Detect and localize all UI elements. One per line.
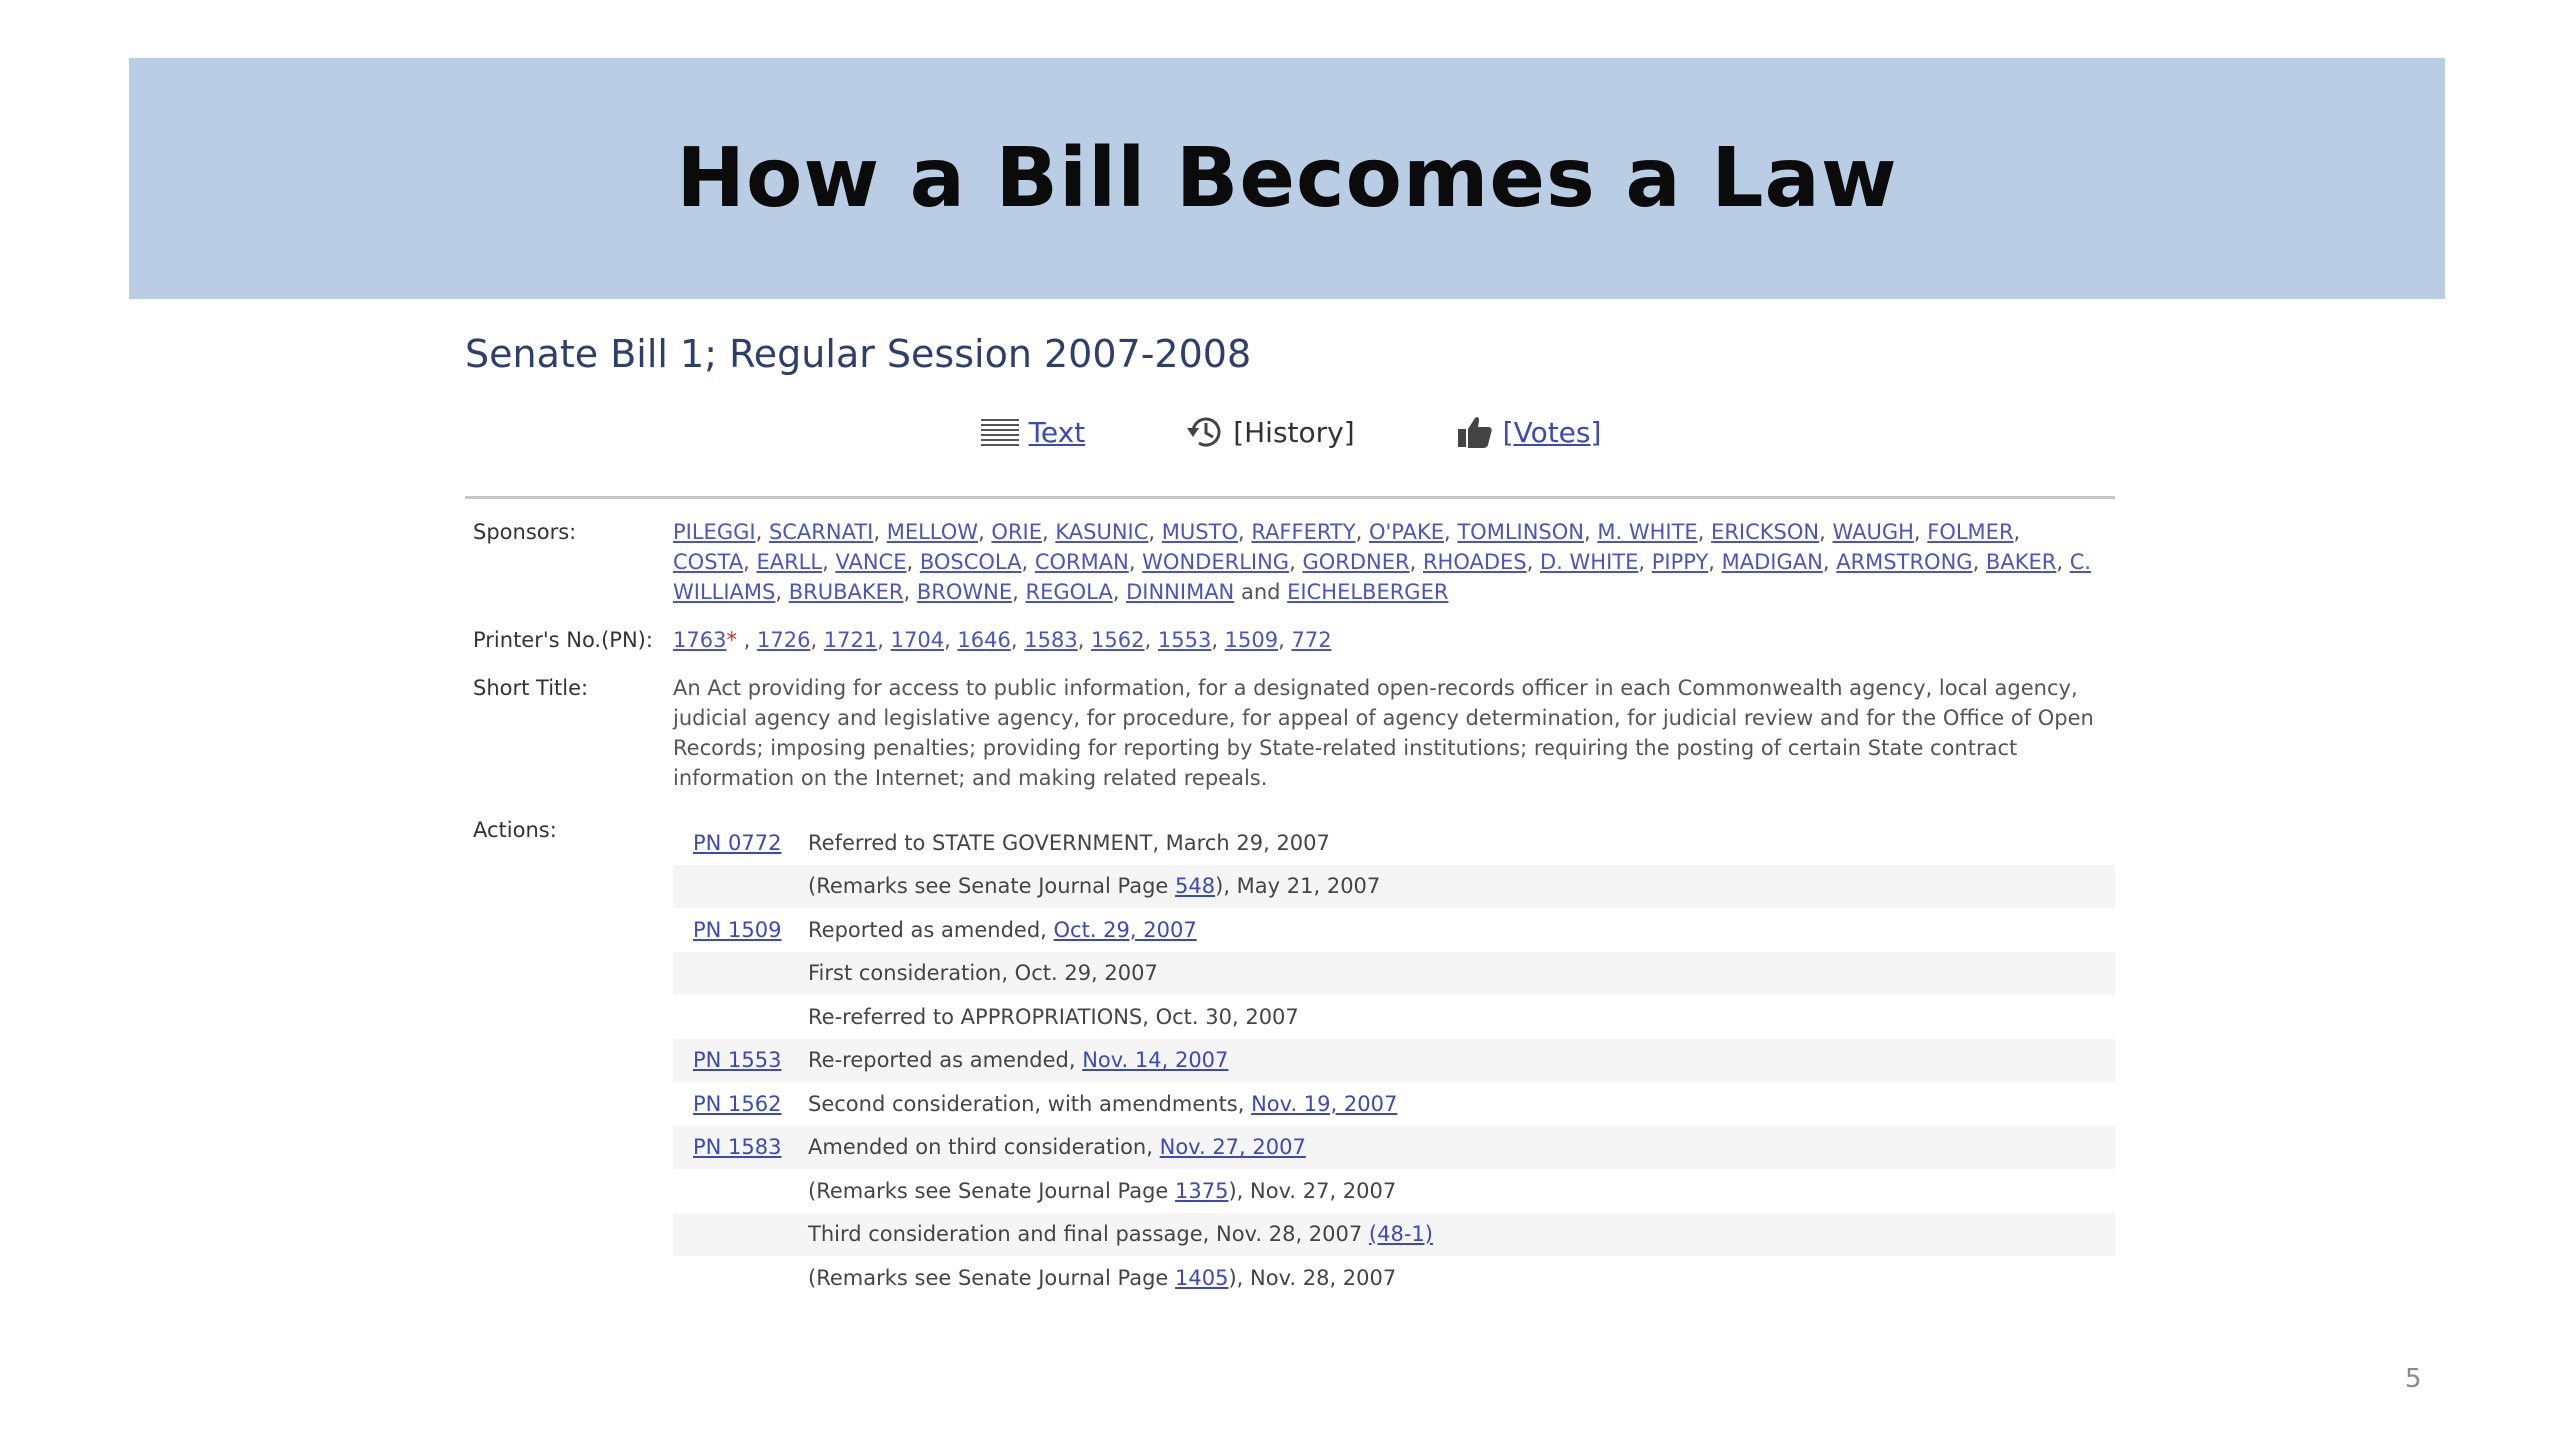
action-text: ), May 21, 2007 (1215, 874, 1381, 899)
action-link[interactable]: Oct. 29, 2007 (1053, 917, 1197, 942)
printer-number-link[interactable]: 1704 (890, 628, 945, 652)
printers-row (465, 625, 2115, 655)
bill-links (465, 402, 2115, 462)
action-text-cell (808, 1256, 2115, 1300)
action-text: Amended on third consideration, (808, 1135, 1160, 1160)
actions-label: Actions: (473, 818, 557, 842)
short-title-text: An Act providing for access to public information, for a designated open-records officer in each Commonwealth agency, local agency, judicial agency and legislative agency, for procedure, for appeal of agency determination, for judicial review and for the Office of Open Records; imposing penalties; providing for reporting by State-related institutions; requiring the posting of certain State contract information on the Internet; and making related repeals. (673, 676, 2094, 790)
sponsor-link[interactable]: SCARNATI (768, 520, 874, 544)
sponsor-link[interactable]: WONDERLING (1142, 550, 1290, 574)
short-title-label: Short Title: (473, 676, 589, 700)
sponsor-link[interactable]: PIPPY (1651, 550, 1709, 574)
action-pn-cell (673, 952, 808, 996)
action-pn-link[interactable]: PN 1509 (693, 917, 782, 942)
sponsor-link[interactable]: ORIE (991, 520, 1043, 544)
current-marker: * (726, 628, 737, 652)
thumbs-up-icon (1455, 412, 1495, 452)
action-row (673, 1126, 2115, 1170)
printer-number-link[interactable]: 1553 (1157, 628, 1212, 652)
sponsor-link[interactable]: MUSTO (1161, 520, 1238, 544)
action-link[interactable]: Nov. 19, 2007 (1251, 1091, 1398, 1116)
sponsor-link[interactable]: EICHELBERGER (1287, 580, 1449, 604)
sponsors-label: Sponsors: (473, 520, 577, 544)
action-text-cell (808, 1126, 2115, 1170)
action-link[interactable]: Nov. 27, 2007 (1159, 1135, 1306, 1160)
sponsor-link[interactable]: ERICKSON (1711, 520, 1820, 544)
sponsor-link[interactable]: RHOADES (1422, 550, 1527, 574)
actions-row (465, 815, 2115, 1300)
text-lines-icon (979, 417, 1021, 447)
action-text: ), Nov. 28, 2007 (1228, 1265, 1397, 1290)
action-pn-cell (673, 865, 808, 909)
text-link[interactable]: Text (1028, 415, 1086, 449)
votes-link-group[interactable] (1455, 412, 1602, 452)
action-text: Referred to STATE GOVERNMENT, March 29, 2007 (808, 830, 1330, 855)
action-pn-link[interactable]: PN 1583 (693, 1135, 782, 1160)
text-link-group[interactable] (979, 416, 1086, 449)
history-link[interactable]: [History] (1233, 415, 1355, 449)
action-pn-link[interactable]: PN 1553 (693, 1048, 782, 1073)
sponsors-list: PILEGGI, SCARNATI, MELLOW, ORIE, KASUNIC, MUSTO, RAFFERTY, O'PAKE, TOMLINSON, M. WHITE, ERICKSON, WAUGH, FOLMER, COSTA, EARLL, VANCE, BOSCOLA, CORMAN, WONDERLING, GORDNER, RHOADES, D. WHITE, PIPPY, MADIGAN, ARMSTRONG, BAKER, C. WILLIAMS, BRUBAKER, BROWNE, REGOLA, DINNIMAN and EICHELBERGER (673, 520, 2092, 604)
sponsor-link[interactable]: ARMSTRONG (1836, 550, 1973, 574)
action-text-cell (808, 1169, 2115, 1213)
sponsor-link[interactable]: BROWNE (916, 580, 1013, 604)
history-link-group[interactable] (1185, 412, 1354, 452)
action-text-cell (808, 995, 2115, 1039)
action-pn-cell (673, 1126, 808, 1170)
action-text-cell (808, 1039, 2115, 1083)
action-text-cell (808, 1082, 2115, 1126)
printer-number-link[interactable]: 1509 (1224, 628, 1279, 652)
action-pn-cell (673, 908, 808, 952)
sponsor-link[interactable]: M. WHITE (1597, 520, 1698, 544)
sponsor-link[interactable]: BAKER (1985, 550, 2057, 574)
divider (465, 496, 2115, 499)
action-pn-cell (673, 1213, 808, 1257)
action-text: Re-reported as amended, (808, 1048, 1083, 1073)
sponsor-link[interactable]: PILEGGI (673, 520, 756, 544)
action-text: Re-referred to APPROPRIATIONS, Oct. 30, 2007 (808, 1004, 1299, 1029)
printers-label: Printer's No.(PN): (473, 628, 653, 652)
sponsor-link[interactable]: COSTA (673, 550, 744, 574)
action-row (673, 821, 2115, 865)
action-text: ), Nov. 27, 2007 (1228, 1178, 1397, 1203)
action-pn-cell (673, 821, 808, 865)
action-text: Third consideration and final passage, Nov. 28, 2007 (808, 1222, 1369, 1247)
action-pn-cell (673, 1169, 808, 1213)
bill-page (465, 318, 2115, 1300)
action-text-cell (808, 865, 2115, 909)
action-row (673, 1082, 2115, 1126)
sponsor-link[interactable]: C. WILLIAMS (673, 550, 2092, 604)
sponsor-link[interactable]: KASUNIC (1055, 520, 1149, 544)
sponsor-link[interactable]: DINNIMAN (1126, 580, 1235, 604)
action-link[interactable]: 1405 (1175, 1265, 1229, 1290)
sponsor-link[interactable]: CORMAN (1034, 550, 1129, 574)
action-text: (Remarks see Senate Journal Page (808, 874, 1176, 899)
action-text: First consideration, Oct. 29, 2007 (808, 961, 1158, 986)
printer-number-link[interactable]: 1763 (673, 628, 727, 652)
printer-number-link[interactable]: 1562 (1091, 628, 1145, 652)
sponsor-link[interactable]: TOMLINSON (1457, 520, 1584, 544)
sponsor-link[interactable]: MADIGAN (1721, 550, 1823, 574)
sponsors-and: and (1240, 580, 1281, 604)
sponsor-link[interactable]: RAFFERTY (1251, 520, 1356, 544)
slide-title: How a Bill Becomes a Law (676, 131, 1898, 226)
action-row (673, 1039, 2115, 1083)
sponsor-link[interactable]: EARLL (756, 550, 823, 574)
printer-number-link[interactable]: 772 (1291, 628, 1332, 652)
history-icon (1185, 412, 1225, 452)
sponsor-link[interactable]: WAUGH (1832, 520, 1914, 544)
action-text: Reported as amended, (808, 917, 1054, 942)
action-text: (Remarks see Senate Journal Page (808, 1265, 1176, 1290)
short-title-row (465, 673, 2115, 793)
actions-table (673, 821, 2115, 1300)
sponsor-link[interactable]: BOSCOLA (919, 550, 1022, 574)
action-link[interactable]: 548 (1175, 874, 1216, 899)
sponsor-link[interactable]: REGOLA (1025, 580, 1113, 604)
page-number: 5 (2405, 1364, 2422, 1394)
action-row (673, 865, 2115, 909)
action-pn-cell (673, 1039, 808, 1083)
action-text: Second consideration, with amendments, (808, 1091, 1252, 1116)
sponsor-link[interactable]: D. WHITE (1540, 550, 1639, 574)
printer-number-link[interactable]: 1726 (756, 628, 811, 652)
action-pn-link[interactable]: PN 0772 (693, 830, 782, 855)
sponsor-link[interactable]: MELLOW (886, 520, 979, 544)
sponsor-link[interactable]: O'PAKE (1368, 520, 1444, 544)
action-row (673, 1213, 2115, 1257)
sponsor-link[interactable]: GORDNER (1302, 550, 1410, 574)
action-row (673, 995, 2115, 1039)
votes-link[interactable]: [Votes] (1502, 415, 1602, 449)
printer-number-link[interactable]: 1721 (823, 628, 878, 652)
printer-number-link[interactable]: 1646 (957, 628, 1011, 652)
action-text-cell (808, 821, 2115, 865)
action-pn-cell (673, 1256, 808, 1300)
slide-title-banner (129, 58, 2445, 299)
sponsor-link[interactable]: FOLMER (1927, 520, 2014, 544)
sponsor-link[interactable]: BRUBAKER (788, 580, 904, 604)
bill-title: Senate Bill 1; Regular Session 2007-2008 (465, 332, 1252, 376)
action-text: (Remarks see Senate Journal Page (808, 1178, 1176, 1203)
action-link[interactable]: Nov. 14, 2007 (1082, 1048, 1229, 1073)
sponsors-row (465, 517, 2115, 607)
sponsor-link[interactable]: VANCE (835, 550, 907, 574)
action-row (673, 908, 2115, 952)
action-text-cell (808, 908, 2115, 952)
action-link[interactable]: 1375 (1175, 1178, 1229, 1203)
action-pn-cell (673, 995, 808, 1039)
action-row (673, 1256, 2115, 1300)
action-pn-link[interactable]: PN 1562 (693, 1091, 782, 1116)
action-pn-cell (673, 1082, 808, 1126)
printers-list: 1763* , 1726, 1721, 1704, 1646, 1583, 1562, 1553, 1509, 772 (673, 628, 1332, 652)
action-row (673, 1169, 2115, 1213)
action-text-cell (808, 1213, 2115, 1257)
printer-number-link[interactable]: 1583 (1024, 628, 1078, 652)
action-row (673, 952, 2115, 996)
action-link[interactable]: (48-1) (1368, 1222, 1433, 1247)
action-text-cell (808, 952, 2115, 996)
